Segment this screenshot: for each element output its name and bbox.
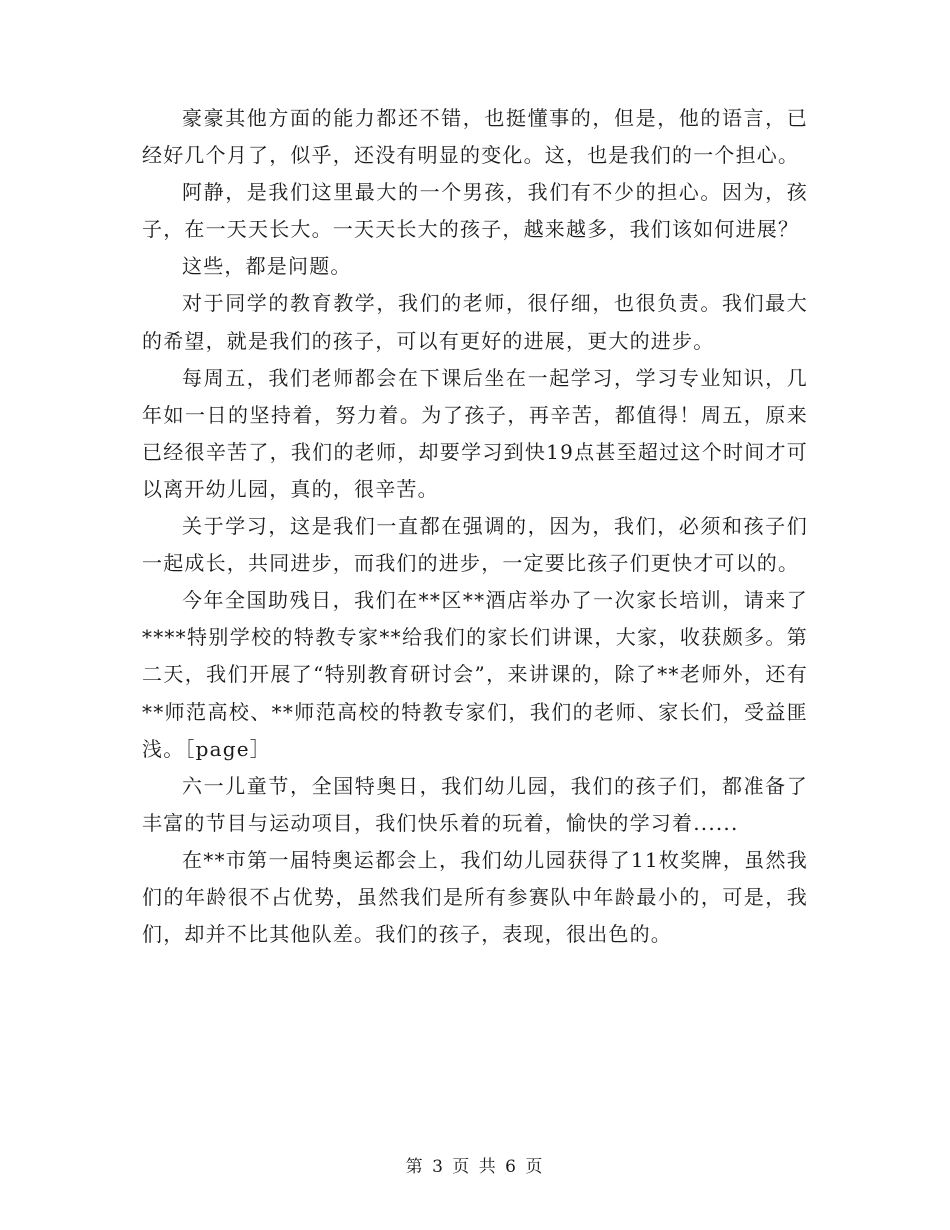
paragraph: 六一儿童节，全国特奥日，我们幼儿园，我们的孩子们，都准备了丰富的节目与运动项目，我们快乐着的玩着，愉快的学习着......: [142, 773, 808, 835]
paragraph: 每周五，我们老师都会在下课后坐在一起学习，学习专业知识，几年如一日的坚持着，努力着。为了孩子，再辛苦，都值得！周五，原来已经很辛苦了，我们的老师，却要学习到快19点甚至超过这个时间才可以离开幼儿园，真的，很辛苦。: [142, 365, 808, 501]
paragraph: 豪豪其他方面的能力都还不错，也挺懂事的，但是，他的语言，已经好几个月了，似乎，还没有明显的变化。这，也是我们的一个担心。: [142, 106, 808, 168]
paragraph: 对于同学的教育教学，我们的老师，很仔细，也很负责。我们最大的希望，就是我们的孩子，可以有更好的进展，更大的进步。: [142, 291, 808, 353]
page-number-footer: 第 3 页 共 6 页: [405, 1157, 545, 1177]
paragraph: 在**市第一届特奥运都会上，我们幼儿园获得了11枚奖牌，虽然我们的年龄很不占优势，虽然我们是所有参赛队中年龄最小的，可是，我们，却并不比其他队差。我们的孩子，表现，很出色的。: [142, 847, 808, 947]
paragraph: 今年全国助残日，我们在**区**酒店举办了一次家长培训，请来了****特别学校的特教专家**给我们的家长们讲课，大家，收获颇多。第二天，我们开展了“特别教育研讨会”，来讲课的，除了**老师外，还有**师范高校、**师范高校的特教专家们，我们的老师、家长们，受益匪浅。［page］: [142, 588, 808, 761]
document-body: [142, 100, 808, 953]
paragraph: 关于学习，这是我们一直都在强调的，因为，我们，必须和孩子们一起成长，共同进步，而我们的进步，一定要比孩子们更快才可以的。: [142, 514, 808, 576]
paragraph: 这些，都是问题。: [182, 254, 352, 279]
paragraph: 阿静，是我们这里最大的一个男孩，我们有不少的担心。因为，孩子，在一天天长大。一天天长大的孩子，越来越多，我们该如何进展？: [142, 180, 808, 242]
